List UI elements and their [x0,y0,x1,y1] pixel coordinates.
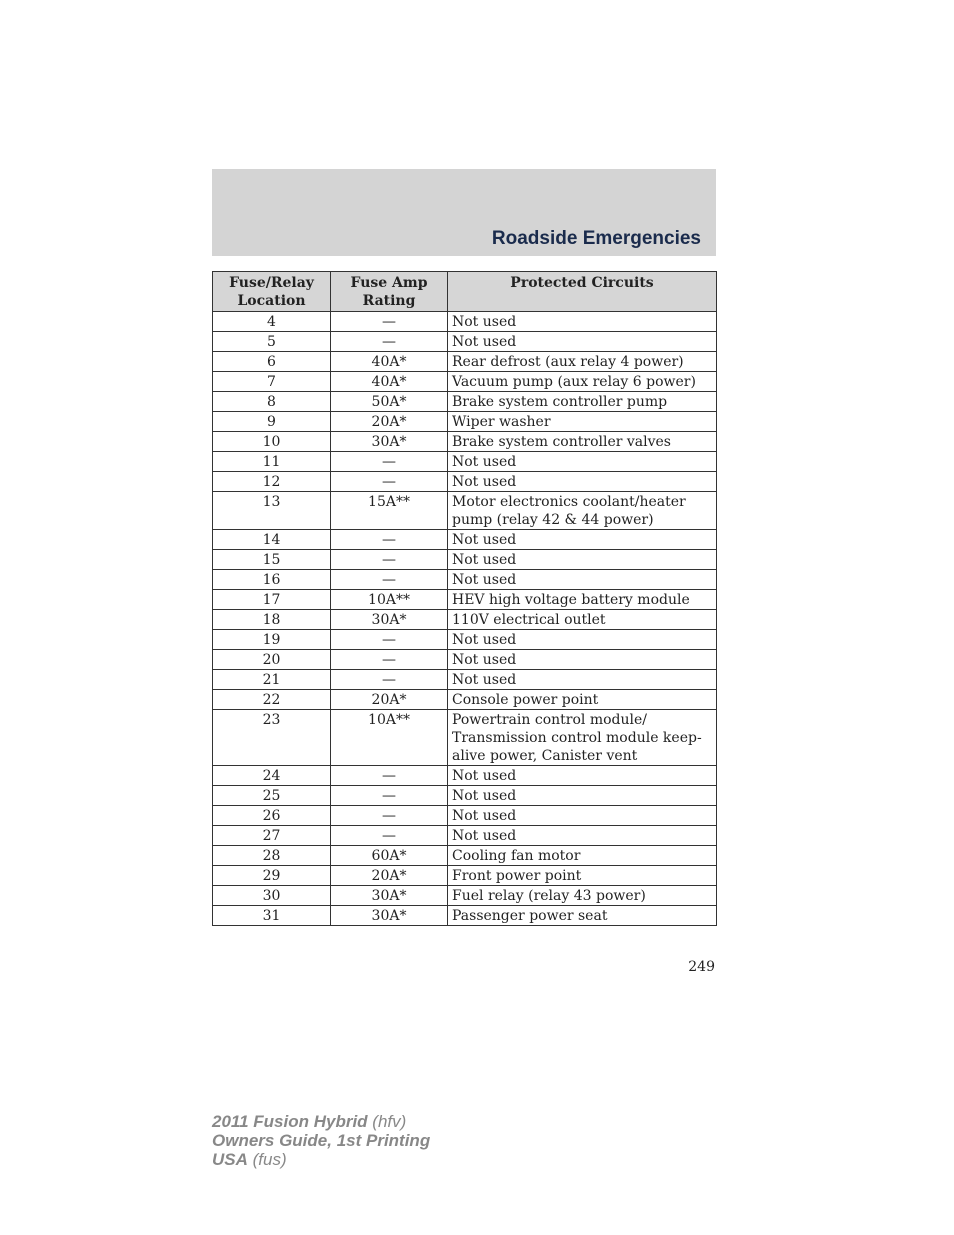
table-row [213,670,717,690]
protected-circuit-cell: Not used [448,630,717,650]
footer-market-code: (fus) [247,1150,287,1169]
fuse-location-cell: 10 [213,432,331,452]
table-row [213,550,717,570]
section-title: Roadside Emergencies [491,228,701,249]
fuse-table [212,271,717,926]
fuse-location-cell: 31 [213,906,331,926]
column-header-text: Fuse Amp Rating [350,275,428,309]
table-row [213,826,717,846]
amp-rating-cell: 30A* [331,432,448,452]
protected-circuit-cell: Fuel relay (relay 43 power) [448,886,717,906]
amp-rating-cell: 20A* [331,412,448,432]
fuse-location-cell: 19 [213,630,331,650]
table-row [213,906,717,926]
amp-rating-cell: — [331,312,448,332]
table-row [213,886,717,906]
table-row [213,590,717,610]
protected-circuit-cell: Motor electronics coolant/heater pump (relay 42 & 44 power) [448,492,717,530]
fuse-location-cell: 4 [213,312,331,332]
fuse-location-cell: 22 [213,690,331,710]
protected-circuit-cell: HEV high voltage battery module [448,590,717,610]
protected-circuit-cell: Not used [448,570,717,590]
table-row [213,630,717,650]
protected-circuit-cell: Not used [448,550,717,570]
amp-rating-cell: 30A* [331,610,448,630]
amp-rating-cell: — [331,806,448,826]
table-row [213,530,717,550]
fuse-location-cell: 14 [213,530,331,550]
amp-rating-cell: — [331,530,448,550]
amp-rating-cell: 30A* [331,886,448,906]
amp-rating-cell: 20A* [331,690,448,710]
table-row [213,866,717,886]
amp-rating-cell: 10A** [331,710,448,766]
amp-rating-cell: 15A** [331,492,448,530]
table-row [213,846,717,866]
fuse-location-cell: 15 [213,550,331,570]
protected-circuit-cell: Not used [448,530,717,550]
amp-rating-cell: 30A* [331,906,448,926]
table-row [213,452,717,472]
protected-circuit-cell: Front power point [448,866,717,886]
fuse-location-cell: 18 [213,610,331,630]
column-header-rating [331,272,448,312]
fuse-location-cell: 7 [213,372,331,392]
fuse-location-cell: 17 [213,590,331,610]
table-row [213,650,717,670]
amp-rating-cell: — [331,766,448,786]
section-header-band [212,169,716,256]
table-row [213,432,717,452]
protected-circuit-cell: Vacuum pump (aux relay 6 power) [448,372,717,392]
table-row [213,492,717,530]
table-row [213,352,717,372]
table-row [213,372,717,392]
table-row [213,312,717,332]
fuse-location-cell: 29 [213,866,331,886]
amp-rating-cell: — [331,650,448,670]
fuse-location-cell: 23 [213,710,331,766]
protected-circuit-cell: Rear defrost (aux relay 4 power) [448,352,717,372]
amp-rating-cell: 50A* [331,392,448,412]
amp-rating-cell: — [331,472,448,492]
protected-circuit-cell: Not used [448,766,717,786]
table-row [213,710,717,766]
fuse-location-cell: 30 [213,886,331,906]
table-row [213,392,717,412]
table-row [213,472,717,492]
protected-circuit-cell: Console power point [448,690,717,710]
protected-circuit-cell: Cooling fan motor [448,846,717,866]
fuse-location-cell: 25 [213,786,331,806]
footer-line-2 [212,1131,430,1150]
table-header-row [213,272,717,312]
page-number: 249 [688,959,715,975]
footer-line-3 [212,1150,430,1169]
footer-market: USA [212,1150,248,1169]
table-body [213,312,717,926]
column-header-text: Fuse/Relay Location [229,275,314,309]
fuse-location-cell: 21 [213,670,331,690]
protected-circuit-cell: Not used [448,650,717,670]
amp-rating-cell: 60A* [331,846,448,866]
fuse-location-cell: 12 [213,472,331,492]
amp-rating-cell: — [331,570,448,590]
protected-circuit-cell: 110V electrical outlet [448,610,717,630]
column-header-location [213,272,331,312]
fuse-location-cell: 24 [213,766,331,786]
footer-line-1 [212,1112,430,1131]
fuse-location-cell: 26 [213,806,331,826]
amp-rating-cell: — [331,550,448,570]
table-row [213,690,717,710]
protected-circuit-cell: Not used [448,312,717,332]
fuse-location-cell: 27 [213,826,331,846]
amp-rating-cell: 20A* [331,866,448,886]
footer-model: 2011 Fusion Hybrid [212,1112,368,1131]
amp-rating-cell: 10A** [331,590,448,610]
protected-circuit-cell: Not used [448,806,717,826]
protected-circuit-cell: Not used [448,670,717,690]
protected-circuit-cell: Not used [448,472,717,492]
fuse-location-cell: 13 [213,492,331,530]
amp-rating-cell: — [331,670,448,690]
fuse-location-cell: 5 [213,332,331,352]
amp-rating-cell: — [331,786,448,806]
protected-circuit-cell: Brake system controller pump [448,392,717,412]
amp-rating-cell: — [331,630,448,650]
table-row [213,766,717,786]
document-footer [212,1112,430,1169]
protected-circuit-cell: Not used [448,452,717,472]
column-header-circuits [448,272,717,312]
table-row [213,786,717,806]
fuse-location-cell: 20 [213,650,331,670]
table-row [213,412,717,432]
fuse-location-cell: 6 [213,352,331,372]
fuse-location-cell: 11 [213,452,331,472]
fuse-location-cell: 28 [213,846,331,866]
protected-circuit-cell: Not used [448,826,717,846]
amp-rating-cell: 40A* [331,372,448,392]
fuse-location-cell: 9 [213,412,331,432]
column-header-text: Protected Circuits [510,275,654,291]
fuse-location-cell: 8 [213,392,331,412]
amp-rating-cell: — [331,452,448,472]
footer-guide: Owners Guide, 1st Printing [212,1131,431,1150]
amp-rating-cell: 40A* [331,352,448,372]
protected-circuit-cell: Passenger power seat [448,906,717,926]
footer-model-code: (hfv) [367,1112,407,1131]
table-row [213,332,717,352]
table-row [213,570,717,590]
protected-circuit-cell: Powertrain control module/ Transmission control module keep-alive power, Canister vent [448,710,717,766]
fuse-location-cell: 16 [213,570,331,590]
amp-rating-cell: — [331,332,448,352]
protected-circuit-cell: Not used [448,332,717,352]
protected-circuit-cell: Not used [448,786,717,806]
protected-circuit-cell: Wiper washer [448,412,717,432]
table-row [213,610,717,630]
amp-rating-cell: — [331,826,448,846]
table-row [213,806,717,826]
protected-circuit-cell: Brake system controller valves [448,432,717,452]
